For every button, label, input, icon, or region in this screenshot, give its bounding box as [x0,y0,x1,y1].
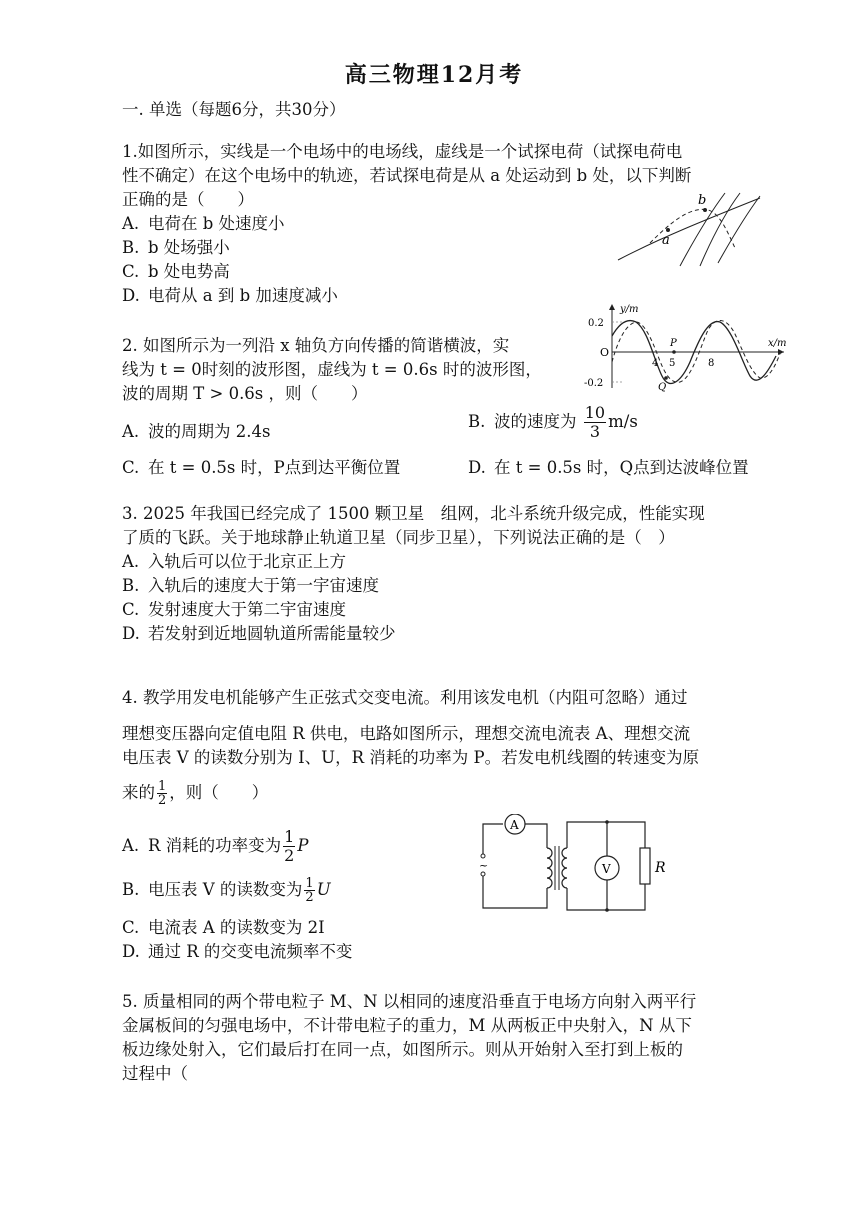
q1-line: 1.如图所示，实线是一个电场中的电场线，虚线是一个试探电荷（试探电荷电 [122,142,683,161]
q1-line: 性不确定）在这个电场中的轨迹，若试探电荷是从 a 处运动到 b 处，以下判断 [122,166,692,185]
question-3 [122,502,705,646]
q2-tick-4: 4 [652,358,659,369]
q4-line: 理想变压器向定值电阻 R 供电，电路如图所示，理想交流电流表 A、理想交流 [122,724,691,743]
exam-title: 高三物理12月考 [344,62,524,88]
q3-line: 了质的飞跃。关于地球静止轨道卫星（同步卫星），下列说法正确的是（ ） [122,528,675,547]
q1-option-a[interactable]: A. 电荷在 b 处速度小 [122,214,285,233]
question-5 [122,990,696,1086]
q2-point-p: P [670,338,677,349]
question-2 [122,334,542,406]
q2-option-d[interactable]: D. 在 t = 0.5s 时，Q点到达波峰位置 [468,458,749,477]
q4-line-4: 来的 $\frac{1}{2}$ ，则（ ） [122,779,269,808]
q3-option-d[interactable]: D. 若发射到近地圆轨道所需能量较少 [122,624,396,643]
q3-line: 3. 2025 年我国已经完成了 1500 颗卫星 组网，北斗系统升级完成，性能实现 [122,504,705,523]
q2-line: 线为 t = 0时刻的波形图，虚线为 t = 0.6s 时的波形图， [122,360,542,379]
q4-option-b[interactable]: B. 电压表 V 的读数变为 $\frac{1}{2}$ U [122,876,331,905]
q2-option-b[interactable]: B. 波的速度为 $\frac{10}{3}$ m/s [468,403,638,441]
q4-resistor-label: R [655,860,666,876]
q5-line: 5. 质量相同的两个带电粒子 M、N 以相同的速度沿垂直于电场方向射入两平行 [122,992,697,1011]
q3-option-b[interactable]: B. 入轨后的速度大于第一宇宙速度 [122,576,379,595]
q1-line: 正确的是（ ） [122,190,254,209]
q1-label-b: b [698,193,707,208]
q1-label-a: a [662,233,670,248]
q2-origin-label: O [600,346,610,359]
q2-line: 波的周期 T > 0.6s ，则（ ） [122,384,368,403]
q5-line: 金属板间的匀强电场中，不计带电粒子的重力，M 从两板正中央射入，N 从下 [122,1016,692,1035]
q3-option-a[interactable]: A. 入轨后可以位于北京正上方 [122,552,346,571]
q5-line: 过程中（ [122,1064,188,1083]
q1-field-line-figure [610,188,770,272]
q2-tick-8: 8 [708,358,715,369]
question-1 [122,140,691,308]
q2-line: 2. 如图所示为一列沿 x 轴负方向传播的简谐横波，实 [122,336,510,355]
question-4-cont [122,722,699,770]
q2-option-a[interactable]: A. 波的周期为 2.4s [122,422,271,441]
q4-line: 电压表 V 的读数分别为 I、U，R 消耗的功率为 P。若发电机线圈的转速变为原 [122,748,700,767]
section-heading: 一. 单选（每题6分，共30分） [122,100,346,119]
q4-option-a[interactable]: A. R 消耗的功率变为 $\frac{1}{2}$ P [122,827,309,865]
q3-option-c[interactable]: C. 发射速度大于第二宇宙速度 [122,600,346,619]
q1-option-d[interactable]: D. 电荷从 a 到 b 加速度减小 [122,286,338,305]
q4-option-c[interactable]: C. 电流表 A 的读数变为 2I [122,918,325,937]
q2-top-tick: 0.2 [588,318,604,329]
q2-option-c[interactable]: C. 在 t = 0.5s 时，P点到达平衡位置 [122,458,401,477]
q2-tick-5: 5 [669,358,676,369]
q4-source-symbol: ~ [479,859,489,872]
q2-y-axis-label: y/m [620,304,639,315]
q4-voltmeter-label: V [602,862,611,876]
q5-line: 板边缘处射入，它们最后打在同一点，如图所示。则从开始射入至打到上板的 [122,1040,683,1059]
q2-x-axis-label: x/m [768,338,787,349]
q4-line: 4. 教学用发电机能够产生正弦式交变电流。利用该发电机（内阻可忽略）通过 [122,688,688,707]
question-4-tail [122,780,268,807]
question-4 [122,686,688,710]
q4-ammeter-label: A [510,818,519,832]
q4-option-d[interactable]: D. 通过 R 的交变电流频率不变 [122,942,353,961]
q4-circuit-figure [475,814,675,918]
q2-point-q: Q [658,382,667,393]
q2-wave-figure [582,300,792,399]
q1-option-c[interactable]: C. b 处电势高 [122,262,230,281]
q2-bottom-tick: -0.2 [584,378,604,389]
q1-option-b[interactable]: B. b 处场强小 [122,238,230,257]
